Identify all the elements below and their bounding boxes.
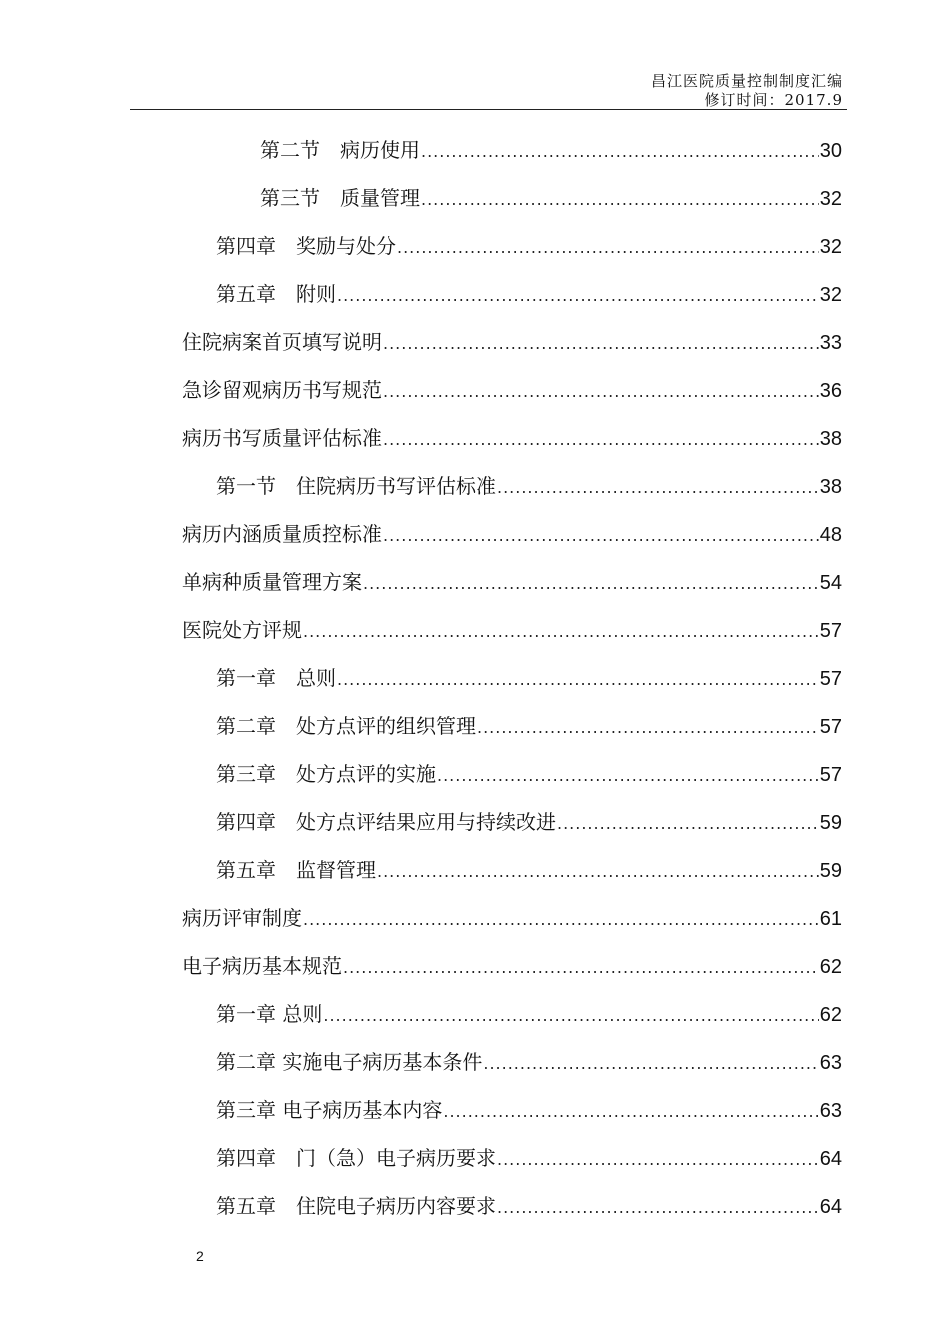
- toc-entry-page: 64: [819, 1148, 842, 1170]
- toc-entry[interactable]: [182, 614, 842, 662]
- toc-entry-label: 第四章 奖励与处分: [216, 234, 396, 258]
- toc-entry-page: 63: [819, 1100, 842, 1122]
- toc-leader-dots: [383, 526, 819, 545]
- toc-leader-dots: [437, 766, 819, 785]
- toc-entry-label: 急诊留观病历书写规范: [182, 378, 382, 402]
- toc-leader-dots: [443, 1102, 818, 1121]
- toc-entry-page: 57: [819, 668, 842, 690]
- toc-entry[interactable]: [182, 374, 842, 422]
- toc-entry-page: 61: [819, 908, 842, 930]
- toc-entry-label: 病历书写质量评估标准: [182, 426, 382, 450]
- toc-entry[interactable]: [182, 422, 842, 470]
- toc-entry-label: 第四章 门（急）电子病历要求: [216, 1146, 496, 1170]
- toc-entry[interactable]: [216, 1190, 842, 1238]
- toc-entry[interactable]: [216, 710, 842, 758]
- toc-entry-label: 第二节 病历使用: [260, 138, 420, 162]
- toc-entry-label: 住院病案首页填写说明: [182, 330, 382, 354]
- toc-leader-dots: [383, 382, 819, 401]
- toc-entry[interactable]: [216, 1094, 842, 1142]
- toc-leader-dots: [477, 718, 819, 737]
- toc-entry-label: 单病种质量管理方案: [182, 570, 362, 594]
- toc-leader-dots: [483, 1054, 818, 1073]
- toc-leader-dots: [383, 334, 819, 353]
- revision-date: 修订时间：2017.9: [704, 91, 843, 109]
- document-title: 昌江医院质量控制制度汇编: [650, 72, 843, 90]
- toc-entry-page: 32: [819, 284, 842, 306]
- toc-leader-dots: [557, 814, 819, 833]
- toc-entry-label: 第五章 监督管理: [216, 858, 376, 882]
- toc-leader-dots: [421, 190, 819, 209]
- toc-entry-page: 36: [819, 380, 842, 402]
- toc-entry[interactable]: [216, 758, 842, 806]
- toc-entry[interactable]: [216, 470, 842, 518]
- toc-entry-label: 第三章 电子病历基本内容: [216, 1098, 443, 1122]
- toc-entry[interactable]: [182, 950, 842, 998]
- toc-entry-label: 第一章 总则: [216, 1002, 323, 1026]
- toc-entry-page: 33: [819, 332, 842, 354]
- toc-entry-page: 54: [819, 572, 842, 594]
- toc-entry-page: 32: [819, 236, 842, 258]
- toc-entry-page: 57: [819, 620, 842, 642]
- toc-entry[interactable]: [182, 566, 842, 614]
- toc-leader-dots: [497, 478, 819, 497]
- toc-leader-dots: [497, 1198, 819, 1217]
- toc-entry-page: 59: [819, 812, 842, 834]
- toc-leader-dots: [343, 958, 819, 977]
- toc-leader-dots: [421, 142, 819, 161]
- toc-leader-dots: [337, 286, 819, 305]
- toc-entry-page: 57: [819, 764, 842, 786]
- toc-leader-dots: [337, 670, 819, 689]
- toc-entry-page: 38: [819, 428, 842, 450]
- toc-leader-dots: [383, 430, 819, 449]
- page-header: [651, 72, 843, 110]
- toc-leader-dots: [323, 1006, 818, 1025]
- toc-entry[interactable]: [216, 806, 842, 854]
- toc-leader-dots: [363, 574, 819, 593]
- toc-entry-page: 30: [819, 140, 842, 162]
- toc-entry-page: 38: [819, 476, 842, 498]
- toc-entry[interactable]: [182, 326, 842, 374]
- toc-entry[interactable]: [260, 134, 842, 182]
- toc-entry-label: 病历内涵质量质控标准: [182, 522, 382, 546]
- toc-leader-dots: [397, 238, 819, 257]
- toc-leader-dots: [303, 622, 819, 641]
- toc-entry-label: 第五章 附则: [216, 282, 336, 306]
- toc-leader-dots: [377, 862, 819, 881]
- toc-entry-page: 59: [819, 860, 842, 882]
- page-number: 2: [196, 1248, 204, 1264]
- toc-entry-label: 第四章 处方点评结果应用与持续改进: [216, 810, 556, 834]
- header-divider: [130, 109, 847, 110]
- toc-entry-label: 第三节 质量管理: [260, 186, 420, 210]
- toc-entry[interactable]: [216, 662, 842, 710]
- toc-entry-page: 57: [819, 716, 842, 738]
- toc-entry-label: 病历评审制度: [182, 906, 302, 930]
- toc-entry-label: 第五章 住院电子病历内容要求: [216, 1194, 496, 1218]
- toc-entry[interactable]: [216, 998, 842, 1046]
- toc-leader-dots: [497, 1150, 819, 1169]
- toc-entry-label: 第二章 实施电子病历基本条件: [216, 1050, 483, 1074]
- toc-entry-page: 62: [819, 956, 842, 978]
- toc-entry[interactable]: [216, 1046, 842, 1094]
- toc-entry[interactable]: [182, 518, 842, 566]
- toc-entry[interactable]: [216, 854, 842, 902]
- toc-entry-page: 64: [819, 1196, 842, 1218]
- toc-entry-page: 62: [819, 1004, 842, 1026]
- toc-entry-label: 第一节 住院病历书写评估标准: [216, 474, 496, 498]
- toc-entry-label: 电子病历基本规范: [182, 954, 342, 978]
- toc-entry[interactable]: [216, 278, 842, 326]
- toc-entry-page: 63: [819, 1052, 842, 1074]
- toc-entry-page: 48: [819, 524, 842, 546]
- toc-entry-label: 第二章 处方点评的组织管理: [216, 714, 476, 738]
- toc-entry[interactable]: [182, 902, 842, 950]
- toc-entry[interactable]: [260, 182, 842, 230]
- toc-entry-label: 第一章 总则: [216, 666, 336, 690]
- toc-entry-label: 第三章 处方点评的实施: [216, 762, 436, 786]
- toc-entry-page: 32: [819, 188, 842, 210]
- toc-entry[interactable]: [216, 230, 842, 278]
- toc-entry-label: 医院处方评规: [182, 618, 302, 642]
- toc-entry[interactable]: [216, 1142, 842, 1190]
- toc-leader-dots: [303, 910, 819, 929]
